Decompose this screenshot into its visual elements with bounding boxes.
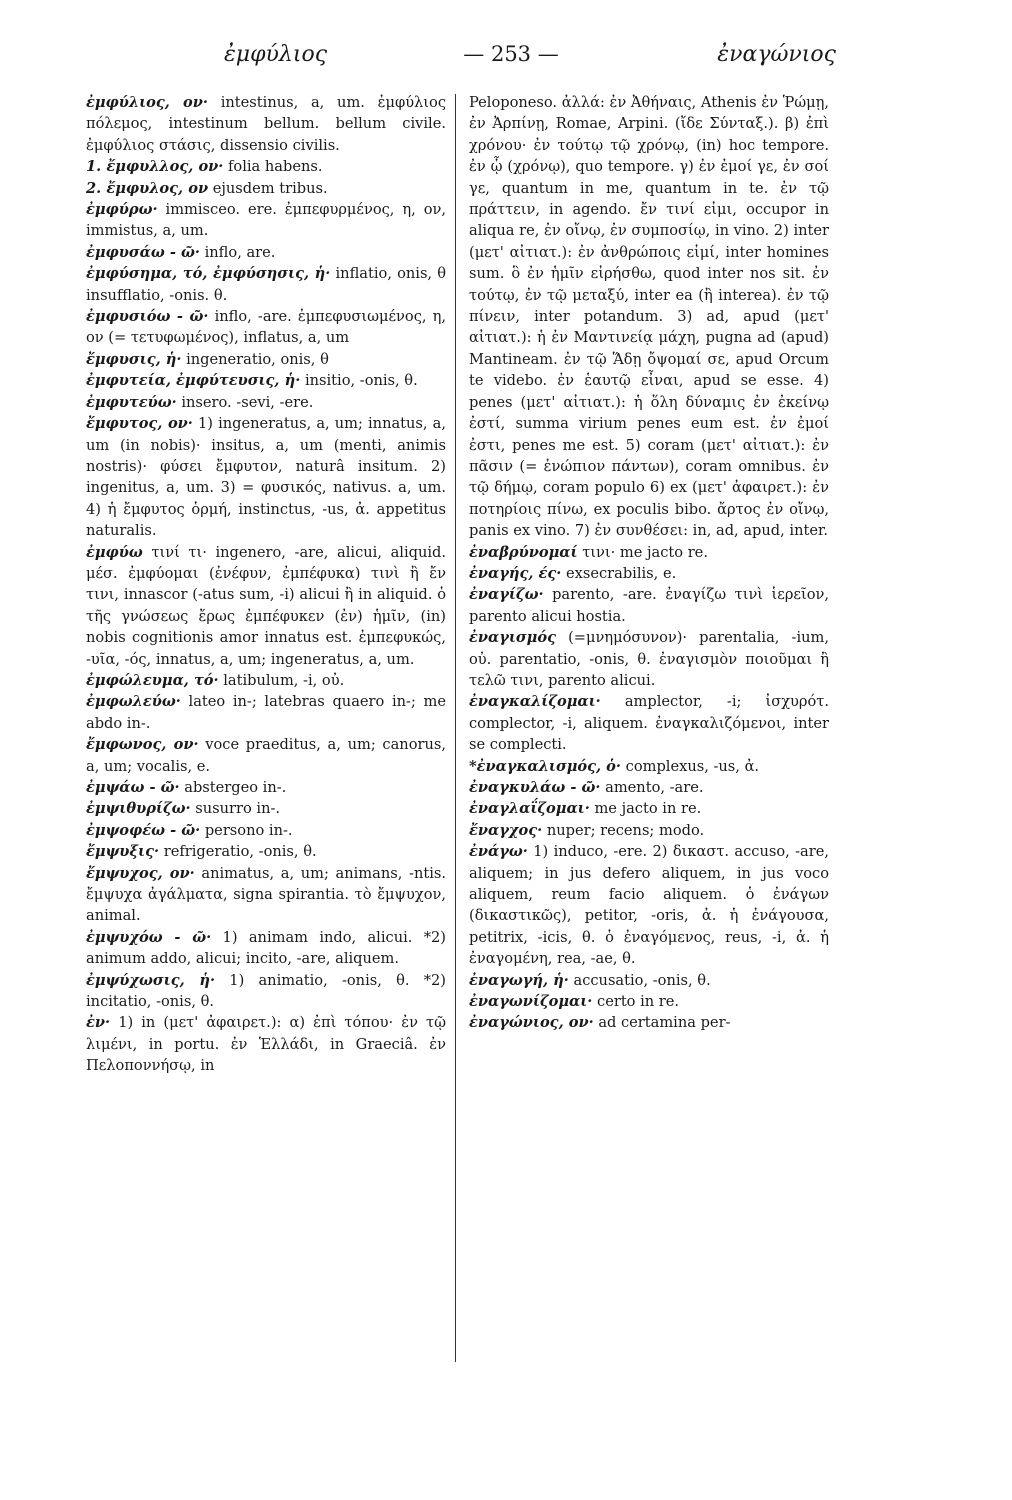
- dictionary-entry: [469, 1012, 829, 1033]
- entry-definition: animatus, a, um; animans, -ntis. ἔμψυχα ἀγάλματα, signa spirantia. τὸ ἔμψυχον, animal.: [86, 864, 446, 925]
- entry-definition: amento, -are.: [605, 779, 704, 796]
- entry-definition: me jacto in re.: [594, 800, 702, 818]
- entry-definition: abstergeo in-.: [184, 779, 287, 796]
- entry-headword: ἔναγχος·: [469, 821, 543, 839]
- entry-headword: ἐμφώλευμα, τό·: [86, 671, 219, 689]
- entry-definition: inflatio, onis, θ insufflatio, -onis. θ.: [86, 265, 446, 304]
- dictionary-entry: [469, 691, 829, 755]
- entry-definition: (=μνημόσυνον)· parentalia, -ium, οὐ. parentatio, -onis, θ. ἐναγισμὸν ποιοῦμαι ἢ τελῶ τινι, parento alicui.: [469, 629, 829, 689]
- entry-definition: τινί τι· ingenero, -are, alicui, aliquid. μέσ. ἐμφύομαι (ἐνέφυν, ἐμπέφυκα) τινὶ ἢ ἔν τινι, innascor (-atus sum, -i) alicui ἢ in aliquid. ὁ τῆς γνώσεως ἔρως ἐμπέφυκεν (ἐν) ἡμῖν, (in) nobis cognitionis amor innatus est. ἐμπεφυκώς, -υῖα, -ός, innatus, a, um; ingeneratus, a, um.: [86, 543, 446, 668]
- entry-headword: ἐμφύσημα, τό, ἐμφύσησις, ἡ·: [86, 265, 331, 283]
- entry-definition: parento, -are. ἐναγίζω τινὶ ἱερεῖον, parento alicui hostia.: [469, 586, 829, 625]
- dictionary-entry: [469, 542, 829, 563]
- entry-headword: ἐναβρύνομαί: [469, 543, 578, 561]
- entry-definition: ad certamina per-: [598, 1014, 731, 1032]
- dictionary-entry: [86, 670, 446, 691]
- entry-definition: susurro in-.: [195, 800, 281, 818]
- entry-headword: ἐναγής, ές·: [469, 564, 562, 582]
- dictionary-entry: [86, 199, 446, 242]
- dictionary-entry: [86, 242, 446, 263]
- dictionary-entry: [469, 584, 829, 627]
- dictionary-entry: [469, 92, 829, 542]
- dictionary-entry: [86, 263, 446, 306]
- entry-definition: 1) ingeneratus, a, um; innatus, a, um (in nobis)· insitus, a, um (menti, animis nostris)· φύσει ἔμφυτον, naturâ insitum. 2) ingenitus, a, um. 3) = φυσικός, nativus. a, um. 4) ἡ ἔμφυτος ὁρμή, instinctus, -us, ἀ. appetitus naturalis.: [86, 415, 447, 540]
- dictionary-entry: [86, 413, 446, 541]
- entry-headword: ἐναγώνιος, ον·: [469, 1014, 594, 1032]
- header-last-word: ἐναγώνιος: [717, 42, 836, 67]
- entry-definition: ejusdem tribus.: [212, 179, 328, 197]
- entry-headword: ἐναγλαΐζομαι·: [469, 800, 590, 818]
- entry-headword: ἐναγκαλίζομαι·: [469, 693, 601, 711]
- entry-headword: ἐμφυσιόω - ῶ·: [86, 308, 209, 326]
- dictionary-entry: [86, 370, 446, 391]
- entry-definition: 1) animam indo, alicui. *2) animum addo, alicui; incito, -are, aliquem.: [86, 928, 446, 968]
- entry-definition: inflo, are.: [204, 243, 276, 261]
- entry-headword: ἐν·: [86, 1014, 111, 1032]
- entry-definition: accusatio, -onis, θ.: [573, 971, 711, 989]
- dictionary-entry: [469, 798, 829, 819]
- entry-headword: ἐμφυτεύω·: [86, 393, 177, 411]
- entry-headword: ἐμφύω: [86, 543, 143, 561]
- entry-definition: persono in-.: [204, 821, 293, 839]
- dictionary-entry: [469, 627, 829, 691]
- dictionary-entry: [86, 306, 446, 349]
- entry-definition: folia habens.: [228, 158, 323, 176]
- entry-definition: intestinus, a, um. ἐμφύλιος πόλεμος, intestinum bellum. bellum civile. ἐμφύλιος στάσις, dissensio civilis.: [86, 94, 446, 154]
- entry-headword: ἐμψύχωσις, ἡ·: [86, 971, 216, 989]
- entry-headword: ἐμψοφέω - ῶ·: [86, 821, 201, 839]
- entry-headword: ἐμφύρω·: [86, 201, 158, 219]
- entry-headword: ἐμφωλεύω·: [86, 693, 181, 711]
- entry-definition: Peloponeso. ἀλλά: ἐν Ἀθήναις, Athenis ἐν Ῥώμῃ, ἐν Ἀρπίνῃ, Romae, Arpini. (ἴδε Σύνταξ.). β) ἐπὶ χρόνου· ἐν τούτῳ τῷ χρόνῳ, (in) hoc tempore. ἐν ᾧ (χρόνῳ), quo tempore. γ) ἐν ἐμοί γε, ἐν σοί γε, quantum in me, quantum in te. ἐν τῷ πράττειν, in agendo. ἔν τινί εἰμι, occupor in aliqua re, ἐν οἴνῳ, ἐν συμποσίῳ, in vino. 2) inter (μετ' αἰτιατ.): ἐν ἀνθρώποις εἰμί, inter homines sum. ὃ ἐν ἡμῖν εἰρήσθω, quod inter nos sit. ἐν τούτῳ, ἐν τῷ μεταξύ, inter ea (ἢ interea). ἐν τῷ πίνειν, inter potandum. 3) ad, apud (μετ' αἰτιατ.): ἡ ἐν Μαντινείᾳ μάχη, pugna ad (apud) Mantineam. ἐν τῷ Ἅδῃ ὄψομαί σε, apud Orcum te videbo. ἐν ἑαυτῷ εἶναι, apud se esse. 4) penes (μετ' αἰτιατ.): ἡ ὅλη δύναμις ἐν ἐκείνῳ ἐστί, summa virium penes eum est. ἐν ἐμοί ἐστι, penes me est. 5) coram (μετ' αἰτιατ.): ἐν πᾶσιν (= ἐνώπιον πάντων), coram omnibus. ἐν τῷ δήμῳ, coram populo 6) ex (μετ' ἀφαιρετ.): ἐν ποτηρίοις πίνω, ex poculis bibo. ἄρτος ἐν οἴνῳ, panis ex vino. 7) ἐν συνθέσει: in, ad, apud, inter.: [469, 94, 829, 540]
- dictionary-entry: [469, 777, 829, 798]
- left-column: [86, 92, 446, 1077]
- dictionary-entry: [86, 542, 446, 670]
- entry-definition: 1) animatio, -onis, θ. *2) incitatio, -onis, θ.: [86, 971, 446, 1011]
- dictionary-entry: [469, 970, 829, 991]
- entry-headword: ἔμφωνος, ον·: [86, 736, 199, 754]
- entry-definition: ingeneratio, onis, θ: [186, 350, 329, 368]
- entry-headword: 2. ἔμφυλος, ον: [86, 179, 209, 197]
- entry-definition: latibulum, -i, οὐ.: [223, 671, 345, 689]
- dictionary-entry: [86, 863, 446, 927]
- dictionary-entry: [86, 392, 446, 413]
- entry-definition: 1) in (μετ' ἀφαιρετ.): α) ἐπὶ τόπου· ἐν τῷ λιμένι, in portu. ἐν Ἑλλάδι, in Graeciâ. ἐν Πελοποννήσῳ, in: [86, 1014, 446, 1075]
- entry-headword: ἐμφύλιος, ον·: [86, 94, 208, 111]
- dictionary-entry: [86, 798, 446, 819]
- header-first-word: ἐμφύλιος: [224, 42, 328, 67]
- dictionary-entry: [86, 691, 446, 734]
- entry-definition: certo in re.: [597, 993, 680, 1011]
- entry-definition: refrigeratio, -onis, θ.: [163, 843, 317, 861]
- entry-headword: ἐμφυτεία, ἐμφύτευσις, ἡ·: [86, 372, 301, 390]
- right-column: [469, 92, 829, 1034]
- dictionary-entry: [469, 563, 829, 584]
- page-number: — 253 —: [463, 42, 559, 66]
- entry-definition: nuper; recens; modo.: [546, 821, 705, 839]
- entry-definition: amplector, -i; ἰσχυρότ. complector, -i, aliquem. ἐναγκαλιζόμενοι, inter se complecti.: [469, 693, 829, 754]
- entry-headword: ἐναγωνίζομαι·: [469, 993, 593, 1011]
- entry-definition: τινι· me jacto re.: [582, 543, 708, 561]
- dictionary-entry: [86, 841, 446, 862]
- dictionary-entry: [86, 777, 446, 798]
- entry-definition: insitio, -onis, θ.: [304, 372, 418, 390]
- entry-headword: ἐμψυχόω - ῶ·: [86, 928, 212, 946]
- dictionary-entry: [86, 820, 446, 841]
- dictionary-entry: [86, 156, 446, 177]
- dictionary-entry: [86, 92, 446, 156]
- entry-definition: inflo, -are. ἐμπεφυσιωμένος, η, ον (= τετυφωμένος), inflatus, a, um: [86, 308, 447, 347]
- dictionary-entry: [86, 1012, 446, 1076]
- entry-definition: exsecrabilis, e.: [566, 564, 677, 582]
- entry-headword: ἐνάγω·: [469, 843, 528, 861]
- entry-headword: ἔμψυχος, ον·: [86, 864, 195, 882]
- entry-headword: ἐμψάω - ῶ·: [86, 779, 180, 796]
- dictionary-entry: [469, 820, 829, 841]
- dictionary-entry: [86, 927, 446, 970]
- dictionary-entry: [86, 734, 446, 777]
- running-header: [96, 42, 926, 82]
- dictionary-entry: [86, 970, 446, 1013]
- entry-headword: ἔμψυξις·: [86, 843, 160, 861]
- entry-headword: ἐναγκυλάω - ῶ·: [469, 779, 601, 796]
- entry-headword: 1. ἔμφυλλος, ον·: [86, 158, 224, 176]
- entry-headword: ἐμψιθυρίζω·: [86, 800, 191, 818]
- entry-headword: ἔμφυτος, ον·: [86, 415, 193, 433]
- dictionary-entry: [469, 756, 829, 777]
- entry-definition: complexus, -us, ἀ.: [625, 757, 760, 775]
- entry-definition: lateo in-; latebras quaero in-; me abdo in-.: [86, 693, 447, 732]
- entry-definition: immisceo. ere. ἐμπεφυρμένος, η, ον, immistus, a, um.: [86, 201, 446, 240]
- entry-headword: ἐναγισμός: [469, 629, 556, 647]
- entry-headword: ἐμφυσάω - ῶ·: [86, 243, 200, 261]
- entry-definition: voce praeditus, a, um; canorus, a, um; vocalis, e.: [86, 736, 446, 775]
- entry-definition: 1) induco, -ere. 2) δικαστ. accuso, -are, aliquem; in jus defero aliquem, in jus voco aliquem, reum facio aliquem. ὁ ἐνάγων (δικαστικῶς), petitor, -oris, ἀ. ἡ ἐνάγουσα, petitrix, -icis, θ. ὁ ἐναγόμενος, reus, -i, ἀ. ἡ ἐναγομένη, rea, -ae, θ.: [469, 843, 830, 968]
- entry-headword: ἔμφυσις, ἡ·: [86, 350, 182, 368]
- dictionary-entry: [86, 178, 446, 199]
- entry-headword: ἐναγίζω·: [469, 586, 544, 604]
- entry-headword: *ἐναγκαλισμός, ὁ·: [469, 757, 621, 775]
- dictionary-entry: [469, 841, 829, 969]
- column-divider: [455, 94, 456, 1362]
- entry-definition: insero. -sevi, -ere.: [181, 393, 314, 411]
- entry-headword: ἐναγωγή, ἡ·: [469, 971, 569, 989]
- dictionary-entry: [86, 349, 446, 370]
- dictionary-entry: [469, 991, 829, 1012]
